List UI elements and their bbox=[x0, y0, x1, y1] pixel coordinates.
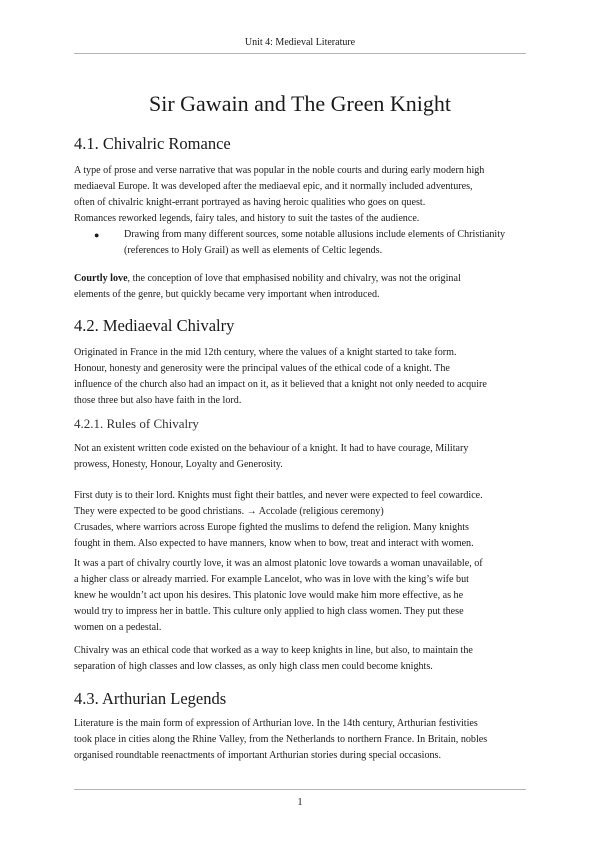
paragraph-rules-intro bbox=[74, 441, 534, 473]
page-number: 1 bbox=[297, 797, 303, 808]
paragraph-arthurian-legends bbox=[74, 716, 534, 764]
text-line: prowess, Honesty, Honour, Loyalty and Generosity. bbox=[74, 459, 283, 470]
header-divider bbox=[74, 53, 526, 54]
text-line: influence of the church also had an impact on it, as it believed that a knight not only needed to acquire bbox=[74, 379, 487, 390]
bold-term-courtly-love: Courtly love bbox=[74, 273, 128, 284]
text-line: Originated in France in the mid 12th century, where the values of a knight started to take form. bbox=[74, 347, 457, 358]
footer-divider bbox=[74, 789, 526, 790]
text-line: Honour, honesty and generosity were the principal values of the ethical code of a knight. The bbox=[74, 363, 450, 374]
text-line: women on a pedestal. bbox=[74, 622, 162, 633]
paragraph-mediaeval-chivalry bbox=[74, 345, 534, 409]
text-line: Chivalry was an ethical code that worked as a way to keep knights in line, but also, to maintain the bbox=[74, 645, 473, 656]
running-header: Unit 4: Medieval Literature bbox=[244, 37, 356, 48]
text-line: those three but also have faith in the lord. bbox=[74, 395, 242, 406]
bullet-item-sources bbox=[94, 227, 534, 259]
subsection-heading-4-2-1: 4.2.1. Rules of Chivalry bbox=[74, 416, 199, 431]
text-line: Literature is the main form of expression of Arthurian love. In the 14th century, Arthurian festivities bbox=[74, 718, 478, 729]
text-line: mediaeval Europe. It was developed after the mediaeval epic, and it normally included adventures, bbox=[74, 181, 473, 192]
text-line: knew he wouldn’t act upon his desires. This platonic love would make him more effective, as he bbox=[74, 590, 464, 601]
document-title: Sir Gawain and The Green Knight bbox=[148, 91, 452, 116]
paragraph-chivalric-romance bbox=[74, 163, 534, 227]
text-line: Crusades, where warriors across Europe fighted the muslims to defend the religion. Many knights bbox=[74, 522, 469, 533]
bullet-marker-icon: ● bbox=[94, 230, 100, 240]
text-line: fought in them. Also expected to have manners, know when to bow, treat and interact with women. bbox=[74, 538, 474, 549]
text-line: Drawing from many different sources, some notable allusions include elements of Christianity bbox=[124, 229, 506, 240]
text-line: organised roundtable reenactments of important Arthurian stories during special occasions. bbox=[74, 750, 442, 761]
text-line: A type of prose and verse narrative that was popular in the noble courts and during early modern high bbox=[74, 165, 485, 176]
text-line: separation of high classes and low classes, as only high class men could become knights. bbox=[74, 661, 433, 672]
paragraph-first-duty bbox=[74, 488, 534, 552]
section-heading-4-3: 4.3. Arthurian Legends bbox=[74, 689, 227, 708]
text-line: a higher class or already married. For example Lancelot, who was in love with the king’s wife but bbox=[74, 574, 469, 585]
text-line: (references to Holy Grail) as well as elements of Celtic legends. bbox=[124, 245, 383, 256]
text-line: took place in cities along the Rhine Valley, from the Netherlands to northern France. In Britain, nobles bbox=[74, 734, 488, 745]
courtly-love-definition: , the conception of love that emphasised nobility and chivalry, was not the original bbox=[127, 273, 461, 284]
text-line bbox=[74, 271, 534, 287]
paragraph-courtly-love bbox=[74, 271, 534, 303]
paragraph-ethical-code bbox=[74, 643, 534, 675]
text-line: often of chivalric knight-errant portrayed as having heroic qualities who goes on quest. bbox=[74, 197, 426, 208]
paragraph-courtly-love-platonic bbox=[74, 556, 534, 636]
text-line: Romances reworked legends, fairy tales, and history to suit the tastes of the audience. bbox=[74, 213, 420, 224]
text-line: elements of the genre, but quickly became very important when introduced. bbox=[74, 289, 380, 300]
section-heading-4-2: 4.2. Mediaeval Chivalry bbox=[74, 316, 235, 335]
text-line: First duty is to their lord. Knights must fight their battles, and never were expected to feel cowardice. bbox=[74, 490, 483, 501]
section-heading-4-1: 4.1. Chivalric Romance bbox=[74, 134, 231, 153]
text-line: Not an existent written code existed on the behaviour of a knight. It had to have courage, Military bbox=[74, 443, 469, 454]
text-line: would try to impress her in battle. This culture only applied to high class women. They put these bbox=[74, 606, 464, 617]
text-line: They were expected to be good christians. → Accolade (religious ceremony) bbox=[74, 506, 384, 517]
text-line: It was a part of chivalry courtly love, it was an almost platonic love towards a woman unavailable, of bbox=[74, 558, 483, 569]
